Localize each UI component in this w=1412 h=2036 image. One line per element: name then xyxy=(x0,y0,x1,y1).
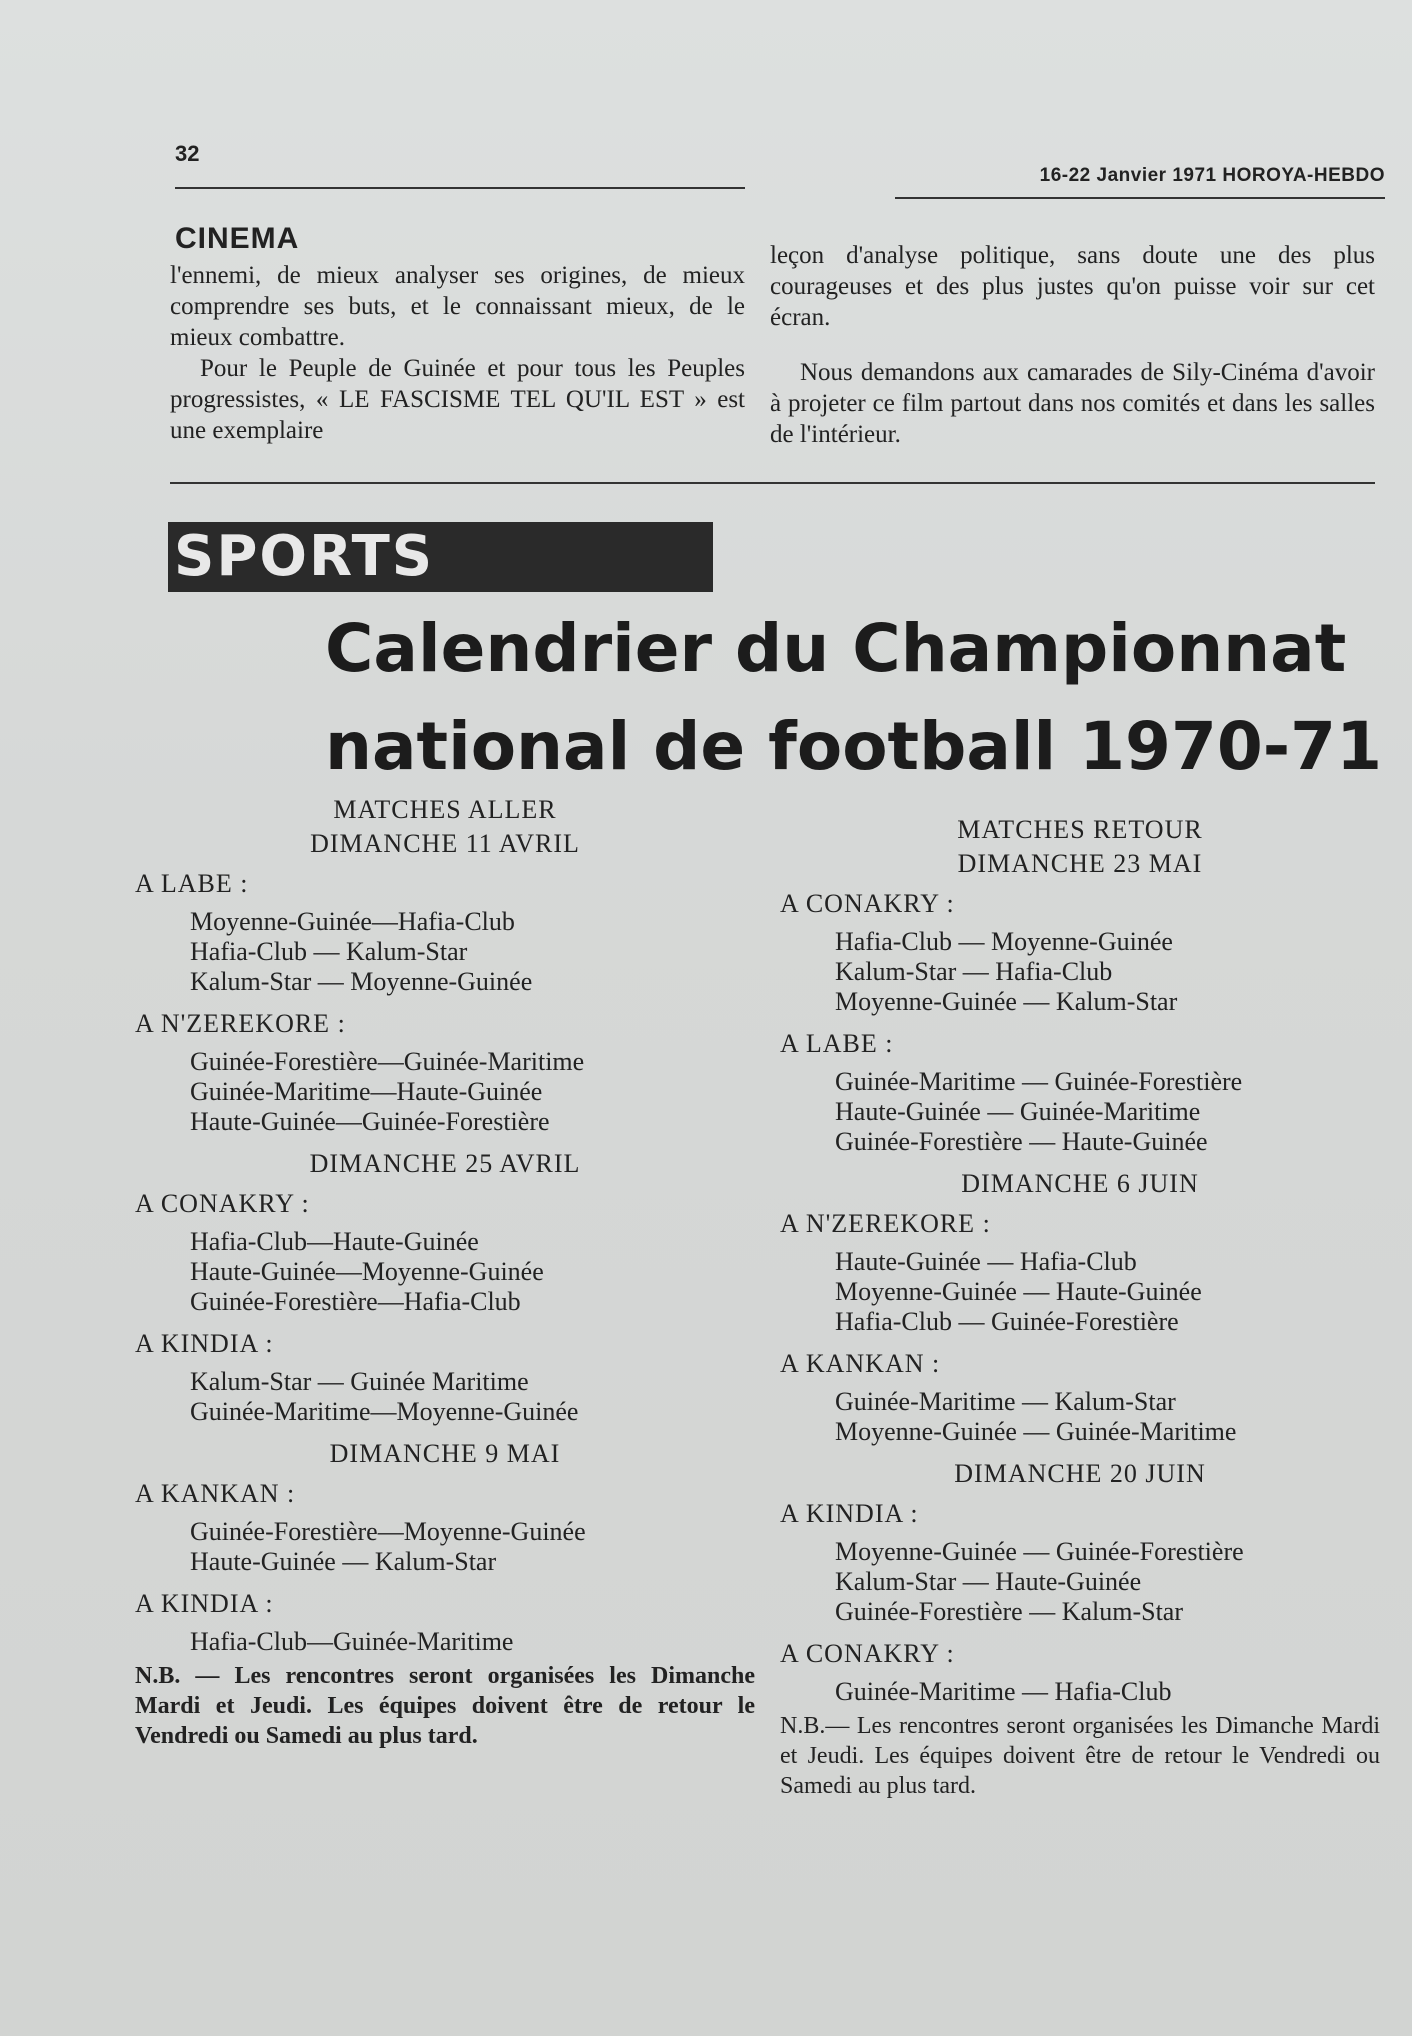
retour-venue-6-matches xyxy=(780,1677,1380,1707)
title-line-2: national de football 1970-71 xyxy=(325,708,1383,785)
retour-heading: MATCHES RETOUR xyxy=(957,815,1203,844)
aller-day-2: DIMANCHE 25 AVRIL xyxy=(309,1149,581,1178)
publication-date: 16-22 Janvier 1971 HOROYA-HEBDO xyxy=(1039,165,1385,186)
retour-venue-1-matches xyxy=(780,927,1380,1017)
aller-venue-1-matches xyxy=(135,907,755,997)
match-item: Guinée-Maritime — Kalum-Star xyxy=(835,1387,1176,1416)
section-divider xyxy=(170,482,1375,484)
match-item: Hafia-Club—Haute-Guinée xyxy=(190,1227,479,1256)
aller-venue-6-matches xyxy=(135,1627,755,1657)
match-item: Haute-Guinée — Guinée-Maritime xyxy=(835,1097,1201,1126)
page-number: 32 xyxy=(175,141,200,166)
matches-retour-column xyxy=(780,815,1380,1801)
match-item: Kalum-Star — Haute-Guinée xyxy=(835,1567,1142,1596)
match-item: Kalum-Star — Hafia-Club xyxy=(835,957,1113,986)
retour-venue-3-matches xyxy=(780,1247,1380,1337)
championship-title xyxy=(325,600,1385,796)
retour-day-1: DIMANCHE 23 MAI xyxy=(957,849,1203,878)
header-rule-left xyxy=(175,187,745,189)
match-item: Guinée-Maritime—Haute-Guinée xyxy=(190,1077,543,1106)
retour-note: N.B.— Les rencontres seront organisées les Dimanche Mardi et Jeudi. Les équipes doivent être de retour le Vendredi ou Samedi au plus tard. xyxy=(780,1713,1380,1799)
title-line-1: Calendrier du Championnat xyxy=(325,610,1347,687)
cinema-left-paragraph-2: Pour le Peuple de Guinée et pour tous les Peuples progressistes, « LE FASCISME TEL QU'IL EST » est une exemplaire xyxy=(170,355,745,444)
cinema-right-paragraph-1: leçon d'analyse politique, sans doute une des plus courageuses et des plus justes qu'on puisse voir sur cet écran. xyxy=(770,242,1375,331)
aller-venue-2: A N'ZEREKORE : xyxy=(135,1009,346,1038)
retour-venue-5: A KINDIA : xyxy=(780,1499,919,1528)
aller-venue-3-matches xyxy=(135,1227,755,1317)
match-item: Hafia-Club — Kalum-Star xyxy=(190,937,468,966)
cinema-left-paragraph-1: l'ennemi, de mieux analyser ses origines, de mieux comprendre ses buts, et le connaissant mieux, de le mieux combattre. xyxy=(170,262,745,351)
retour-venue-1: A CONAKRY : xyxy=(780,889,955,918)
retour-venue-3: A N'ZEREKORE : xyxy=(780,1209,991,1238)
match-item: Haute-Guinée—Guinée-Forestière xyxy=(190,1107,550,1136)
match-item: Guinée-Maritime — Hafia-Club xyxy=(835,1677,1172,1706)
cinema-left-column xyxy=(170,260,745,446)
retour-venue-4: A KANKAN : xyxy=(780,1349,941,1378)
match-item: Haute-Guinée — Kalum-Star xyxy=(190,1547,497,1576)
cinema-right-paragraph-2: Nous demandons aux camarades de Sily-Cinéma d'avoir à projeter ce film partout dans nos comités et dans les salles de l'intérieur. xyxy=(770,359,1375,448)
match-item: Hafia-Club—Guinée-Maritime xyxy=(190,1627,514,1656)
aller-venue-4: A KINDIA : xyxy=(135,1329,274,1358)
aller-venue-5-matches xyxy=(135,1517,755,1577)
matches-aller-column xyxy=(135,795,755,1751)
page-header xyxy=(175,135,1385,205)
match-item: Moyenne-Guinée — Haute-Guinée xyxy=(835,1277,1202,1306)
aller-venue-5: A KANKAN : xyxy=(135,1479,296,1508)
retour-venue-5-matches xyxy=(780,1537,1380,1627)
retour-venue-4-matches xyxy=(780,1387,1380,1447)
aller-day-1: DIMANCHE 11 AVRIL xyxy=(310,829,580,858)
aller-venue-3: A CONAKRY : xyxy=(135,1189,310,1218)
match-item: Moyenne-Guinée — Guinée-Forestière xyxy=(835,1537,1244,1566)
aller-day-3: DIMANCHE 9 MAI xyxy=(329,1439,561,1468)
match-item: Moyenne-Guinée — Kalum-Star xyxy=(835,987,1178,1016)
retour-venue-2-matches xyxy=(780,1067,1380,1157)
match-item: Haute-Guinée—Moyenne-Guinée xyxy=(190,1257,544,1286)
match-item: Guinée-Forestière—Moyenne-Guinée xyxy=(190,1517,586,1546)
aller-venue-1: A LABE : xyxy=(135,869,249,898)
match-item: Hafia-Club — Moyenne-Guinée xyxy=(835,927,1173,956)
match-item: Moyenne-Guinée — Guinée-Maritime xyxy=(835,1417,1237,1446)
match-item: Moyenne-Guinée—Hafia-Club xyxy=(190,907,515,936)
aller-venue-6: A KINDIA : xyxy=(135,1589,274,1618)
match-item: Guinée-Maritime — Guinée-Forestière xyxy=(835,1067,1243,1096)
retour-day-3: DIMANCHE 20 JUIN xyxy=(954,1459,1206,1488)
retour-venue-2: A LABE : xyxy=(780,1029,894,1058)
retour-day-2: DIMANCHE 6 JUIN xyxy=(961,1169,1199,1198)
cinema-right-column xyxy=(770,240,1375,450)
header-rule-right xyxy=(895,197,1385,199)
aller-venue-2-matches xyxy=(135,1047,755,1137)
match-item: Guinée-Maritime—Moyenne-Guinée xyxy=(190,1397,579,1426)
aller-heading: MATCHES ALLER xyxy=(333,795,557,824)
cinema-heading: CINEMA xyxy=(175,222,300,255)
match-item: Guinée-Forestière—Hafia-Club xyxy=(190,1287,521,1316)
sports-banner-text: SPORTS xyxy=(174,524,435,589)
match-item: Kalum-Star — Moyenne-Guinée xyxy=(190,967,533,996)
aller-venue-4-matches xyxy=(135,1367,755,1427)
match-item: Guinée-Forestière — Kalum-Star xyxy=(835,1597,1184,1626)
aller-note: N.B. — Les rencontres seront organisées les Dimanche Mardi et Jeudi. Les équipes doivent être de retour le Vendredi ou Samedi au plus tard. xyxy=(135,1663,755,1749)
sports-banner xyxy=(168,522,713,592)
match-item: Guinée-Forestière — Haute-Guinée xyxy=(835,1127,1208,1156)
match-item: Haute-Guinée — Hafia-Club xyxy=(835,1247,1137,1276)
match-item: Hafia-Club — Guinée-Forestière xyxy=(835,1307,1179,1336)
retour-venue-6: A CONAKRY : xyxy=(780,1639,955,1668)
match-item: Kalum-Star — Guinée Maritime xyxy=(190,1367,529,1396)
match-item: Guinée-Forestière—Guinée-Maritime xyxy=(190,1047,585,1076)
